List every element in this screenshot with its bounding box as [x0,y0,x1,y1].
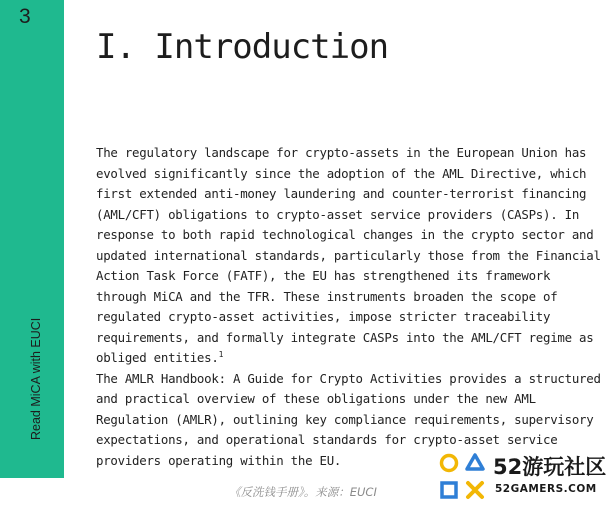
watermark-domain: 52GAMERS.COM [495,483,597,495]
watermark-brand: 52游玩社区 [493,455,607,479]
sidebar [0,0,64,478]
handbook-paragraph: The AMLR Handbook: A Guide for Crypto Activities provides a structured and practical overview of these obligations under the new AML Regulation (AMLR), outlining key compliance requirements, supervisory expectations, and operational standards for crypto-asset service providers operating within the EU. [96,370,601,468]
body-text [96,143,602,471]
sidebar-caption: Read MiCA with EUCI [29,317,43,440]
footnote-marker[interactable]: 1 [218,349,224,359]
watermark-logo [437,451,613,503]
intro-paragraph [96,143,602,369]
page-number: 3 [19,5,31,28]
section-title: I. Introduction [96,27,389,67]
intro-paragraph-text: The regulatory landscape for crypto-assets in the European Union has evolved significantly since the adoption of the AML Directive, which first extended anti-money laundering and counter-terrorist financing (AML/CFT) obligations to crypto-asset service providers (CASPs). In response to both rapid technological changes in the crypto sector and updated international standards, particularly those from the Financial Action Task Force (FATF), the EU has strengthened its framework through MiCA and the TFR. These instruments broaden the scope of regulated crypto-asset activities, impose stricter traceability requirements, and formally integrate CASPs into the AML/CFT regime as obliged entities. [96,145,601,365]
gamepad-symbols-icon [437,451,493,503]
image-caption: 《反洗钱手册》。来源：EUCI [229,485,377,499]
